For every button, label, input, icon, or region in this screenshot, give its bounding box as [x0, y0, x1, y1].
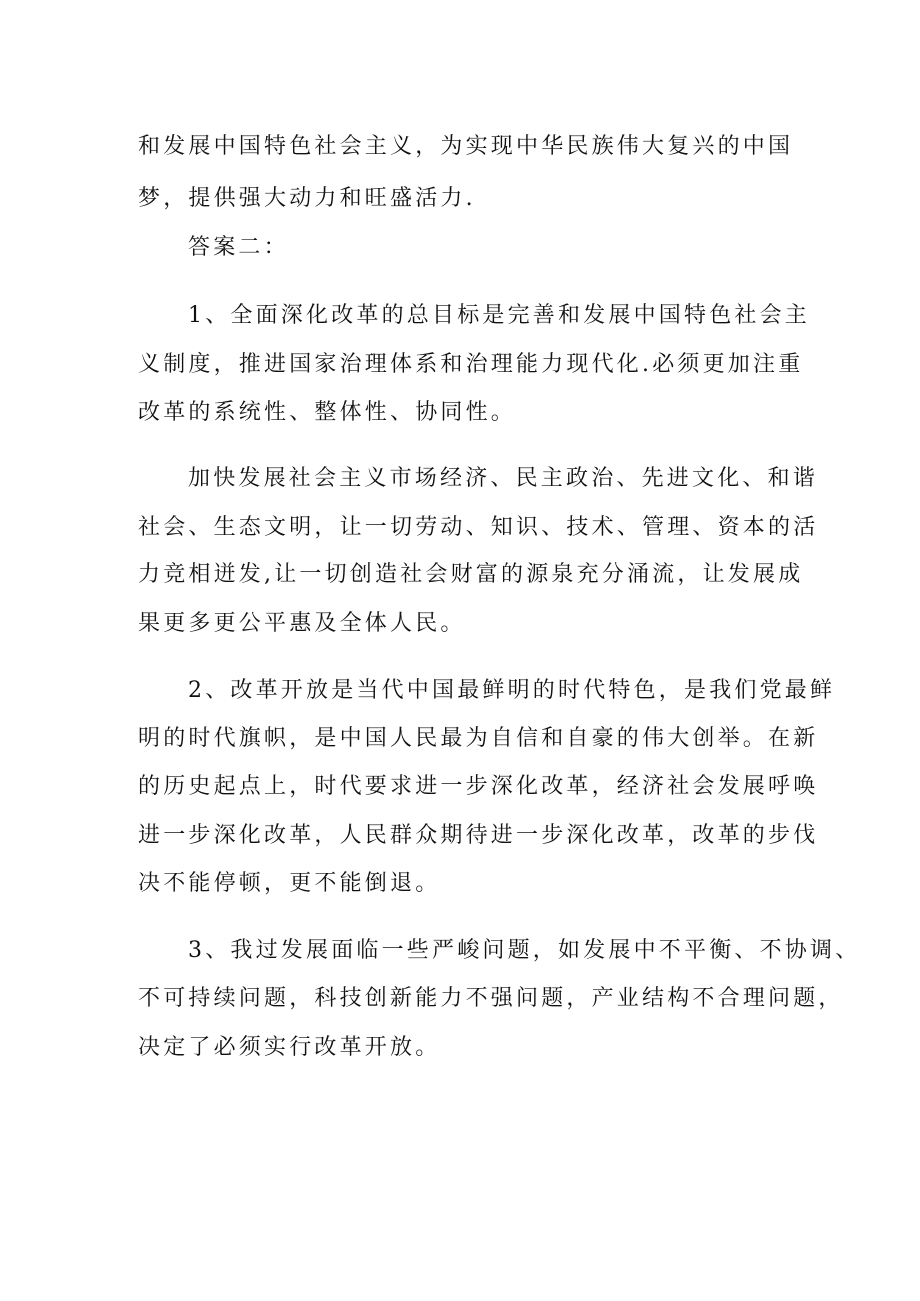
answer2-line-2: 明的时代旗帜，是中国人民最为自信和自豪的伟大创举。在新 — [138, 726, 819, 751]
answer2-line-1: 2、改革开放是当代中国最鲜明的时代特色，是我们党最鲜 — [188, 678, 836, 703]
answer3-line-3: 决定了必须实行改革开放。 — [138, 1035, 441, 1060]
answer1-cont-line-4: 果更多更公平惠及全体人民。 — [138, 611, 466, 636]
intro-line-1: 和发展中国特色社会主义，为实现中华民族伟大复兴的中国 — [138, 134, 794, 159]
answer1-cont-line-2: 社会、生态文明，让一切劳动、知识、技术、管理、资本的活 — [138, 515, 819, 540]
answer2-line-5: 决不能停顿，更不能倒退。 — [138, 871, 441, 896]
intro-line-2: 梦，提供强大动力和旺盛活力. — [138, 186, 476, 211]
answer1-cont-line-3: 力竞相迸发,让一切创造社会财富的源泉充分涌流，让发展成 — [138, 562, 804, 587]
answer3-line-1: 3、我过发展面临一些严峻问题，如发展中不平衡、不协调、 — [188, 938, 861, 963]
section-heading: 答案二： — [188, 235, 289, 260]
answer1-line-2: 义制度，推进国家治理体系和治理能力现代化.必须更加注重 — [138, 352, 804, 377]
answer3-line-2: 不可持续问题，科技创新能力不强问题，产业结构不合理问题， — [138, 986, 844, 1011]
answer2-line-4: 进一步深化改革，人民群众期待进一步深化改革，改革的步伐 — [138, 823, 819, 848]
answer1-cont-line-1: 加快发展社会主义市场经济、民主政治、先进文化、和谐 — [188, 466, 819, 491]
answer1-line-1: 1、全面深化改革的总目标是完善和发展中国特色社会主 — [188, 303, 810, 328]
answer2-line-3: 的历史起点上，时代要求进一步深化改革，经济社会发展呼唤 — [138, 774, 819, 799]
answer1-line-3: 改革的系统性、整体性、协同性。 — [138, 400, 517, 425]
